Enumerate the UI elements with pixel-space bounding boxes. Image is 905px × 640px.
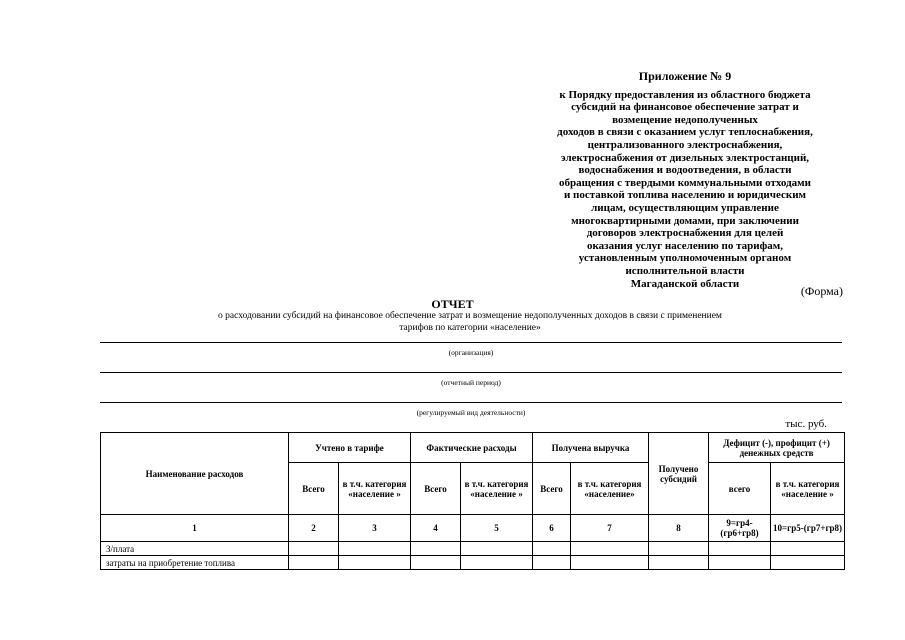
table-row <box>101 542 845 556</box>
table-cell[interactable] <box>533 542 571 556</box>
period-line[interactable] <box>100 372 842 373</box>
table-cell[interactable] <box>461 542 533 556</box>
column-number: 1 <box>101 515 289 542</box>
period-caption: (отчетный период) <box>441 378 501 387</box>
subheader-total: Всего <box>533 463 571 515</box>
appendix-line: водоснабжения и водоотведения, в области <box>578 164 792 177</box>
row-label: З/плата <box>101 542 289 556</box>
appendix-line: многоквартирными домами, при заключении <box>571 214 799 227</box>
column-number: 9=гр4-(гр6+гр8) <box>709 515 771 542</box>
table-cell[interactable] <box>461 556 533 570</box>
column-number: 4 <box>411 515 461 542</box>
header-subsidy: Получено субсидий <box>649 433 709 515</box>
appendix-line: Магаданской области <box>630 277 740 290</box>
column-number: 7 <box>571 515 649 542</box>
table-cell[interactable] <box>533 556 571 570</box>
subheader-incl: в т.ч. категория «население » <box>771 463 845 515</box>
appendix-line: централизованного электроснабжения, <box>587 138 783 151</box>
table-cell[interactable] <box>771 556 845 570</box>
table-cell[interactable] <box>339 556 411 570</box>
header-tariff: Учтено в тарифе <box>289 433 411 463</box>
table-cell[interactable] <box>411 556 461 570</box>
units-label: тыс. руб. <box>785 418 827 430</box>
appendix-line: к Порядку предоставления из областного бюджета <box>559 88 811 101</box>
subheader-total: всего <box>709 463 771 515</box>
row-label: затраты на приобретение топлива <box>101 556 289 570</box>
header-name: Наименование расходов <box>101 433 289 515</box>
table-cell[interactable] <box>571 542 649 556</box>
activity-line[interactable] <box>100 402 842 403</box>
appendix-line: электроснабжения от дизельных электростанций, <box>560 151 810 164</box>
report-subtitle <box>150 311 790 334</box>
organization-line[interactable] <box>100 342 842 343</box>
form-label: (Форма) <box>800 284 843 298</box>
appendix-line: субсидий на финансовое обеспечение затрат и <box>571 101 799 114</box>
table-cell[interactable] <box>289 556 339 570</box>
table-cell[interactable] <box>411 542 461 556</box>
appendix-line: и поставкой топлива населению и юридическим <box>563 189 807 202</box>
organization-caption: (организация) <box>448 348 494 357</box>
header-revenue: Получена выручка <box>533 433 649 463</box>
header-deficit: Дефицит (-), профицит (+) денежных средств <box>709 433 845 463</box>
appendix-title: Приложение № 9 <box>638 69 732 83</box>
appendix-line: обращения с твердыми коммунальными отходами <box>558 176 812 189</box>
column-number: 6 <box>533 515 571 542</box>
report-title: ОТЧЕТ <box>431 297 474 311</box>
table-cell[interactable] <box>649 542 709 556</box>
appendix-line: возмещение недополученных <box>612 113 758 126</box>
appendix-header <box>520 70 850 290</box>
table-cell[interactable] <box>339 542 411 556</box>
appendix-line: исполнительной власти <box>625 264 745 277</box>
appendix-line: установленным уполномоченным органом <box>578 252 792 265</box>
appendix-line: договоров электроснабжения для целей <box>586 227 784 240</box>
table-cell[interactable] <box>771 542 845 556</box>
column-number: 10=гр5-(гр7+гр8) <box>771 515 845 542</box>
column-number: 8 <box>649 515 709 542</box>
report-table <box>100 432 845 570</box>
report-subtitle-line: тарифов по категории «население» <box>399 322 541 333</box>
report-subtitle-line: о расходовании субсидий на финансовое обеспечение затрат и возмещение недополученных доходов в связи с применением <box>218 311 722 321</box>
table-cell[interactable] <box>709 556 771 570</box>
appendix-line: лицам, осуществляющим управление <box>591 201 779 214</box>
subheader-total: Всего <box>289 463 339 515</box>
subheader-incl: в т.ч. категория «население» <box>571 463 649 515</box>
subheader-incl: в т.ч. категория «население » <box>339 463 411 515</box>
table-row <box>101 556 845 570</box>
table-cell[interactable] <box>649 556 709 570</box>
subheader-total: Всего <box>411 463 461 515</box>
column-number: 3 <box>339 515 411 542</box>
table-cell[interactable] <box>571 556 649 570</box>
appendix-line: оказания услуг населению по тарифам, <box>587 239 783 252</box>
column-number: 2 <box>289 515 339 542</box>
header-actual: Фактические расходы <box>411 433 533 463</box>
activity-caption: (регулируемый вид деятельности) <box>416 408 526 417</box>
table-cell[interactable] <box>289 542 339 556</box>
table-cell[interactable] <box>709 542 771 556</box>
subheader-incl: в т.ч. категория «население » <box>461 463 533 515</box>
column-number: 5 <box>461 515 533 542</box>
appendix-line: доходов в связи с оказанием услуг теплоснабжения, <box>557 126 813 139</box>
